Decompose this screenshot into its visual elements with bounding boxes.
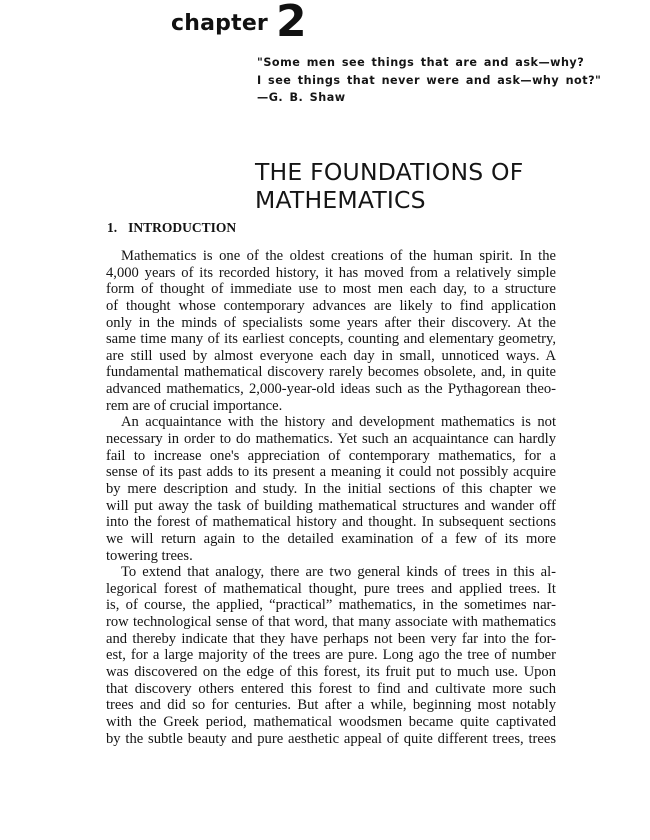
body-line: trees and did so for centuries. But after a while, beginning most notably bbox=[106, 697, 556, 714]
body-line: rem are of crucial importance. bbox=[106, 397, 283, 414]
body-line: sense of its past adds to its present a meaning it could not possibly acquire bbox=[106, 464, 556, 481]
epigraph-quote bbox=[257, 54, 637, 107]
body-line: legorical forest of mathematical thought, pure trees and applied trees. It bbox=[106, 580, 556, 597]
body-line: are still used by almost everyone each day in small, unnoticed ways. A bbox=[106, 347, 556, 364]
section-heading bbox=[107, 220, 236, 236]
body-line: necessary in order to do mathematics. Yet such an acquaintance can hardly bbox=[106, 431, 556, 448]
body-line: by the subtle beauty and pure aesthetic appeal of quite different trees, trees bbox=[106, 730, 556, 747]
body-line: form of thought of immediate use to most men each day, to a structure bbox=[106, 281, 556, 298]
chapter-title-line: THE FOUNDATIONS OF bbox=[255, 158, 524, 186]
body-text bbox=[106, 248, 556, 747]
body-line: est, for a large majority of the trees are pure. Long ago the tree of number bbox=[106, 647, 556, 664]
body-line: of thought whose contemporary advances are likely to find application bbox=[106, 297, 556, 314]
body-line: is, of course, the applied, “practical” mathematics, in the sometimes nar- bbox=[106, 597, 556, 614]
body-line: An acquaintance with the history and development mathematics is not bbox=[121, 414, 556, 431]
chapter-title-line: MATHEMATICS bbox=[255, 186, 426, 214]
section-title: INTRODUCTION bbox=[128, 220, 237, 235]
body-line: was discovered on the edge of this forest, its fruit put to much use. Upon bbox=[106, 664, 556, 681]
body-line: towering trees. bbox=[106, 547, 193, 564]
chapter-header bbox=[171, 0, 307, 47]
body-line: fail to increase one's appreciation of contemporary mathematics, for a bbox=[106, 447, 556, 464]
body-line: that discovery others entered this forest to find and cultivate more such bbox=[106, 680, 556, 697]
chapter-number: 2 bbox=[275, 0, 307, 47]
body-line: we will return again to the detailed examination of a few of its more bbox=[106, 530, 556, 547]
body-line: will put away the task of building mathematical structures and wander off bbox=[106, 497, 556, 514]
body-line: same time many of its earliest concepts, counting and elementary geometry, bbox=[106, 331, 556, 348]
epigraph-attribution: —G. B. Shaw bbox=[257, 91, 346, 104]
epigraph-line: "Some men see things that are and ask—why? bbox=[257, 56, 585, 69]
body-line: only in the minds of specialists some years after their discovery. At the bbox=[106, 314, 556, 331]
body-line: by mere description and study. In the initial sections of this chapter we bbox=[106, 480, 556, 497]
body-line: into the forest of mathematical history and thought. In subsequent sections bbox=[106, 514, 556, 531]
epigraph-line: I see things that never were and ask—why not?" bbox=[257, 73, 602, 87]
body-line: advanced mathematics, 2,000-year-old ideas such as the Pythagorean theo- bbox=[106, 381, 556, 398]
chapter-title bbox=[255, 158, 585, 214]
body-line: 4,000 years of its recorded history, it has moved from a relatively simple bbox=[106, 264, 556, 281]
body-line: with the Greek period, mathematical woodsmen became quite captivated bbox=[106, 713, 556, 730]
chapter-label: chapter bbox=[171, 11, 268, 36]
body-line: and thereby indicate that they have perhaps not been very far into the for- bbox=[106, 630, 556, 647]
body-line: To extend that analogy, there are two general kinds of trees in this al- bbox=[121, 564, 556, 581]
body-line: Mathematics is one of the oldest creations of the human spirit. In the bbox=[121, 248, 556, 264]
body-line: row technological sense of that word, that many associate with mathematics bbox=[106, 614, 556, 631]
body-line: fundamental mathematical discovery rarely becomes obsolete, and, in quite bbox=[106, 364, 556, 381]
section-number: 1. bbox=[107, 220, 118, 235]
